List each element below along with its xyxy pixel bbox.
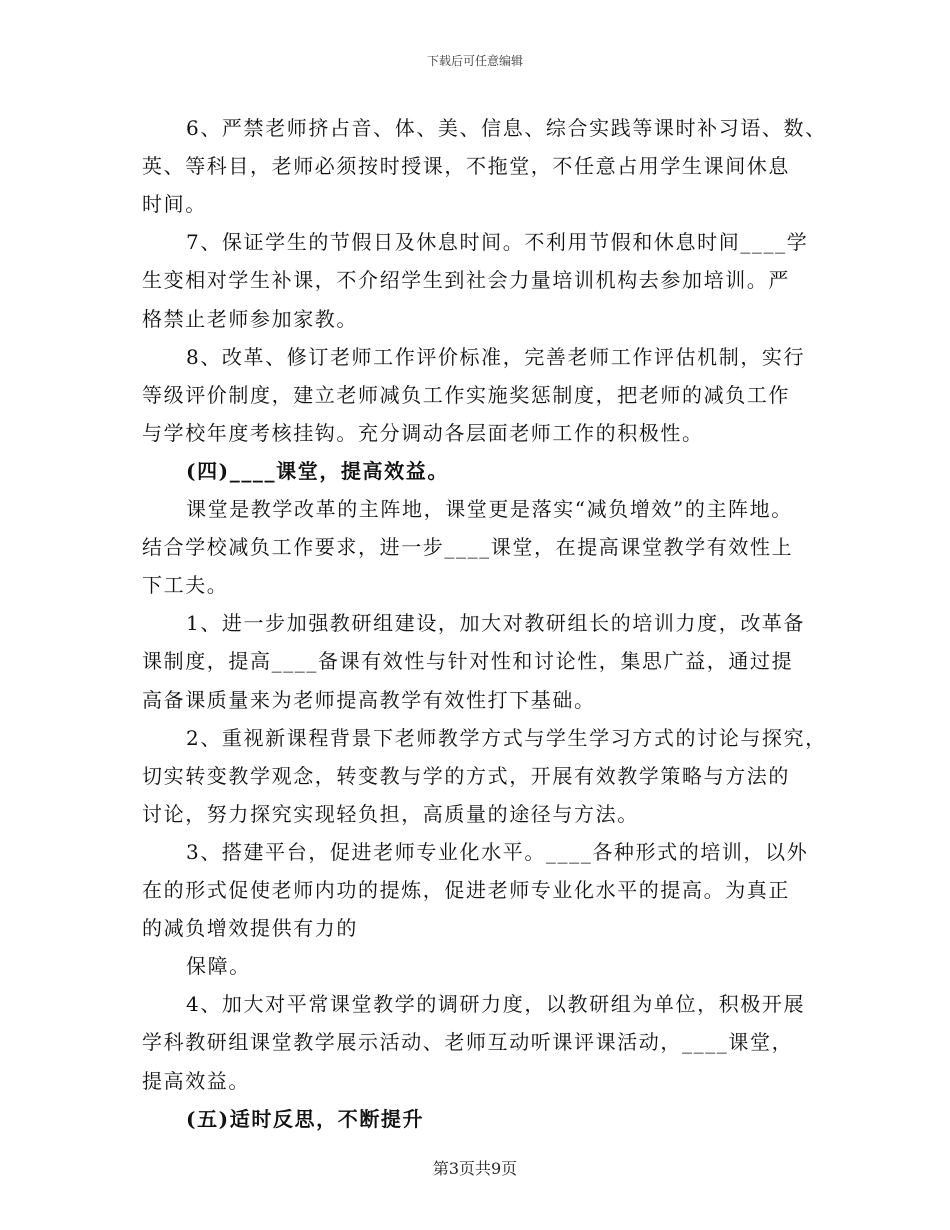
text-line: 7、保证学生的节假日及休息时间。不利用节假和休息时间____学 xyxy=(186,230,809,254)
page-footer: 第3页共9页 xyxy=(432,1159,518,1178)
text-line: 8、改革、修订老师工作评价标准，完善老师工作评估机制，实行 xyxy=(186,345,806,369)
section-heading: (四)____课堂，提高效益。 xyxy=(186,459,449,483)
text-line: 结合学校减负工作要求，进一步____课堂，在提高课堂教学有效性上 xyxy=(142,535,794,559)
text-line: 4、加大对平常课堂教学的调研力度，以教研组为单位，积极开展 xyxy=(186,992,806,1016)
text-line: 课堂是教学改革的主阵地，课堂更是落实“减负增效”的主阵地。 xyxy=(186,497,793,521)
page-header: 下载后可任意编辑 xyxy=(426,54,523,68)
text-line: 3、搭建平台，促进老师专业化水平。____各种形式的培训，以外 xyxy=(186,840,809,864)
text-line: 下工夫。 xyxy=(142,573,229,597)
text-line: 提高效益。 xyxy=(142,1069,250,1093)
text-line: 6、严禁老师挤占音、体、美、信息、综合实践等课时补习语、数、 xyxy=(186,116,827,140)
text-line: 英、等科目，老师必须按时授课，不拖堂，不任意占用学生课间休息 xyxy=(142,154,790,178)
text-line: 学科教研组课堂教学展示活动、老师互动听课评课活动，____课堂， xyxy=(142,1030,794,1054)
text-line: 时间。 xyxy=(142,192,207,216)
text-line: 切实转变教学观念，转变教与学的方式，开展有效教学策略与方法的 xyxy=(142,764,790,788)
text-line: 生变相对学生补课，不介绍学生到社会力量培训机构去参加培训。严 xyxy=(142,268,790,292)
section-heading: (五)适时反思，不断提升 xyxy=(186,1107,425,1131)
text-line: 的减负增效提供有力的 xyxy=(142,916,358,940)
text-line: 与学校年度考核挂钩。充分调动各层面老师工作的积极性。 xyxy=(142,421,704,445)
text-line: 高备课质量来为老师提高教学有效性打下基础。 xyxy=(142,688,596,712)
text-line: 1、进一步加强教研组建设，加大对教研组长的培训力度，改革备 xyxy=(186,611,806,635)
text-line: 课制度，提高____备课有效性与针对性和讨论性，集思广益，通过提 xyxy=(142,649,794,673)
text-line: 2、重视新课程背景下老师教学方式与学生学习方式的讨论与探究， xyxy=(186,726,827,750)
text-line: 讨论，努力探究实现轻负担，高质量的途径与方法。 xyxy=(142,802,639,826)
text-line: 保障。 xyxy=(186,954,251,978)
text-line: 在的形式促使老师内功的提炼，促进老师专业化水平的提高。为真正 xyxy=(142,878,790,902)
text-line: 格禁止老师参加家教。 xyxy=(142,307,358,331)
text-line: 等级评价制度，建立老师减负工作实施奖惩制度，把老师的减负工作 xyxy=(142,383,790,407)
